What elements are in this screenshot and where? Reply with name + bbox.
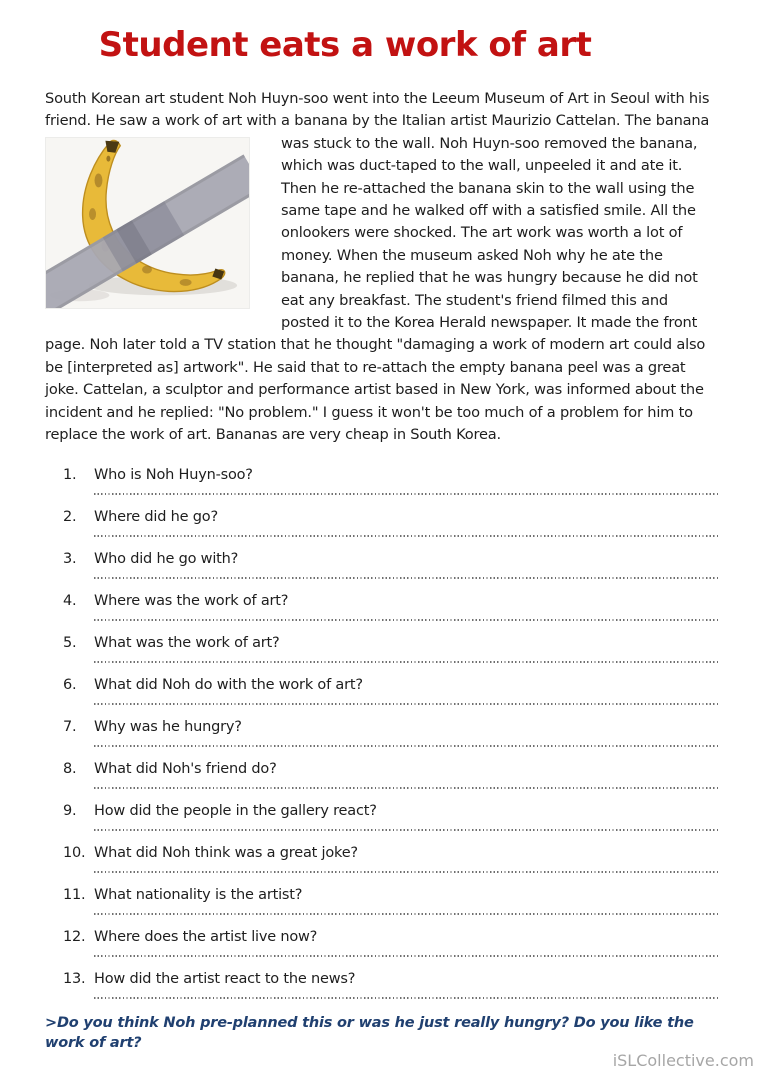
banana-taped-photo-graphic xyxy=(46,138,249,308)
answer-line xyxy=(94,829,720,831)
question-item xyxy=(63,759,720,789)
question-number: 13. xyxy=(63,970,86,987)
answer-line xyxy=(94,619,720,621)
question-item xyxy=(63,633,720,663)
question-number: 7. xyxy=(63,718,77,735)
answer-line xyxy=(94,787,720,789)
question-number: 11. xyxy=(63,886,86,903)
comprehension-questions-list xyxy=(45,465,720,999)
question-number: 10. xyxy=(63,844,86,861)
article-text-intro: South Korean art student Noh Huyn-soo went into the Leeum Museum of Art in Seoul with his friend. He saw a work of art with a banana by the Italian artist Maurizio Cattelan. The xyxy=(45,90,710,130)
question-text: Who did he go with? xyxy=(94,550,239,567)
answer-line xyxy=(94,997,720,999)
question-text: What did Noh's friend do? xyxy=(94,760,277,777)
discussion-prompt: >Do you think Noh pre-planned this or was he just really hungry? Do you like the work of art? xyxy=(45,1014,694,1051)
islcollective-watermark-link[interactable]: iSLCollective.com xyxy=(612,1051,754,1070)
question-number: 9. xyxy=(63,802,77,819)
question-text: Where does the artist live now? xyxy=(94,928,318,945)
question-text: Where did he go? xyxy=(94,508,218,525)
article-text-body: banana was stuck to the wall. Noh Huyn-soo removed the banana, which was duct-taped to the wall, unpeeled it and ate it. Then he re-attached the banana skin to the wall using the same tape and he walked off with a satisfied smile. All the onlookers were shocked. The art work was worth a lot of money. When the museum asked Noh why he ate the banana, he replied that he was hungry because he did not eat any breakfast. The student's friend filmed this and posted it to the Korea Herald newspaper. It made the front page. Noh later told a TV station that he thought "damaging a work of modern art could also be [interpreted as] artwork". He said that to re-attach the empty banana peel was a great joke. Cattelan, a sculptor and performance artist based in New York, was informed about the incident and he replied: "No problem." I guess it won't be too much of a problem for him to replace the work of art. Bananas are very cheap in South Korea. xyxy=(45,112,710,444)
question-item xyxy=(63,927,720,957)
question-text: How did the people in the gallery react? xyxy=(94,802,377,819)
question-text: What did Noh do with the work of art? xyxy=(94,676,363,693)
question-item xyxy=(63,885,720,915)
question-text: What nationality is the artist? xyxy=(94,886,303,903)
question-number: 5. xyxy=(63,634,77,651)
question-number: 8. xyxy=(63,760,77,777)
answer-line xyxy=(94,913,720,915)
question-text: Who is Noh Huyn-soo? xyxy=(94,466,253,483)
question-text: Why was he hungry? xyxy=(94,718,242,735)
question-number: 6. xyxy=(63,676,77,693)
page-title: Student eats a work of art xyxy=(98,25,592,65)
answer-line xyxy=(94,955,720,957)
article-paragraph xyxy=(45,88,720,447)
question-item xyxy=(63,843,720,873)
question-text: How did the artist react to the news? xyxy=(94,970,356,987)
question-text: What was the work of art? xyxy=(94,634,280,651)
banana-artwork-image xyxy=(45,137,250,309)
question-item xyxy=(63,591,720,621)
question-item xyxy=(63,717,720,747)
answer-line xyxy=(94,745,720,747)
question-number: 12. xyxy=(63,928,86,945)
question-item xyxy=(63,969,720,999)
answer-line xyxy=(94,577,720,579)
answer-line xyxy=(94,661,720,663)
answer-line xyxy=(94,871,720,873)
question-number: 3. xyxy=(63,550,77,567)
answer-line xyxy=(94,535,720,537)
question-item xyxy=(63,675,720,705)
question-item xyxy=(63,549,720,579)
question-number: 4. xyxy=(63,592,77,609)
question-number: 1. xyxy=(63,466,77,483)
question-text: What did Noh think was a great joke? xyxy=(94,844,358,861)
answer-line xyxy=(94,703,720,705)
question-item xyxy=(63,801,720,831)
question-item xyxy=(63,507,720,537)
question-text: Where was the work of art? xyxy=(94,592,289,609)
question-number: 2. xyxy=(63,508,77,525)
question-item xyxy=(63,465,720,495)
answer-line xyxy=(94,493,720,495)
